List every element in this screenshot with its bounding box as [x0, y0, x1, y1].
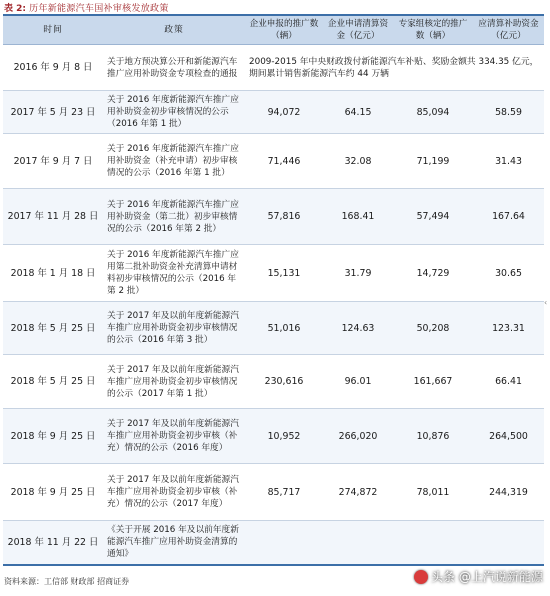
table-row [3, 91, 544, 134]
cell-empty [393, 521, 473, 565]
cell-expert-verified: 85,094 [393, 91, 473, 134]
cell-date: 2016 年 9 月 8 日 [3, 45, 103, 91]
cell-policy: 关于 2016 年度新能源汽车推广应用补助资金（补充申请）初步审核情况的公示（2016 年第 1 批） [103, 134, 245, 189]
watermark-logo-icon [414, 570, 428, 584]
table-row [3, 245, 544, 302]
header-enterprise-applied: 企业申报的推广数（辆） [245, 15, 323, 45]
table-row [3, 189, 544, 245]
cell-policy: 关于 2017 年及以前年度新能源汽车推广应用补助资金初步审核（补充）情况的公示（2016 年度） [103, 409, 245, 464]
cell-should-settle: 31.43 [473, 134, 544, 189]
cell-should-settle: 30.65 [473, 245, 544, 302]
cell-policy: 关于地方预决算公开和新能源汽车推广应用补助资金专项检查的通报 [103, 45, 245, 91]
cell-empty [323, 521, 393, 565]
cell-policy: 关于 2017 年及以前年度新能源汽车推广应用补助资金初步审核情况的公示（2016 年第 3 批） [103, 302, 245, 355]
cell-enterprise-fund: 124.63 [323, 302, 393, 355]
cell-enterprise-fund: 64.15 [323, 91, 393, 134]
cell-should-settle: 66.41 [473, 355, 544, 409]
cell-enterprise-applied: 230,616 [245, 355, 323, 409]
table-row [3, 521, 544, 565]
scroll-marker-icon: ‹ [544, 298, 548, 307]
cell-should-settle: 167.64 [473, 189, 544, 245]
cell-enterprise-applied: 94,072 [245, 91, 323, 134]
cell-should-settle: 123.31 [473, 302, 544, 355]
cell-policy: 关于 2016 年度新能源汽车推广应用补助资金（第二批）初步审核情况的公示（2016 年第 2 批） [103, 189, 245, 245]
cell-enterprise-applied: 51,016 [245, 302, 323, 355]
source-note: 资料来源：工信部 财政部 招商证券 [4, 577, 130, 586]
cell-enterprise-applied: 57,816 [245, 189, 323, 245]
cell-date: 2017 年 11 月 28 日 [3, 189, 103, 245]
subsidy-policy-table [3, 14, 544, 566]
cell-should-settle: 264,500 [473, 409, 544, 464]
cell-expert-verified: 50,208 [393, 302, 473, 355]
cell-date: 2018 年 5 月 25 日 [3, 302, 103, 355]
watermark [414, 566, 543, 588]
cell-enterprise-fund: 168.41 [323, 189, 393, 245]
cell-date: 2017 年 9 月 7 日 [3, 134, 103, 189]
cell-enterprise-fund: 32.08 [323, 134, 393, 189]
cell-enterprise-fund: 31.79 [323, 245, 393, 302]
table-row [3, 355, 544, 409]
table-row [3, 134, 544, 189]
cell-policy: 关于 2017 年及以前年度新能源汽车推广应用补助资金初步审核（补充）情况的公示（2017 年度） [103, 464, 245, 521]
cell-date: 2018 年 5 月 25 日 [3, 355, 103, 409]
cell-date: 2017 年 5 月 23 日 [3, 91, 103, 134]
cell-enterprise-fund: 96.01 [323, 355, 393, 409]
header-expert-verified: 专家组核定的推广数（辆） [393, 15, 473, 45]
header-date: 时间 [3, 15, 103, 45]
cell-empty [245, 521, 323, 565]
header-enterprise-fund: 企业申请清算资金（亿元） [323, 15, 393, 45]
cell-enterprise-applied: 71,446 [245, 134, 323, 189]
cell-enterprise-applied: 10,952 [245, 409, 323, 464]
table-header-row [3, 15, 544, 45]
header-policy: 政策 [103, 15, 245, 45]
cell-policy: 关于 2016 年度新能源汽车推广应用第二批补助资金补充清算申请材料初步审核情况的公示（2016 年第 2 批） [103, 245, 245, 302]
cell-expert-verified: 71,199 [393, 134, 473, 189]
cell-policy: 关于 2017 年及以前年度新能源汽车推广应用补助资金初步审核情况的公示（2017 年第 1 批） [103, 355, 245, 409]
header-should-settle: 应清算补助资金（亿元） [473, 15, 544, 45]
cell-enterprise-fund: 266,020 [323, 409, 393, 464]
table-label: 表 2: [4, 4, 26, 14]
cell-enterprise-fund: 274,872 [323, 464, 393, 521]
cell-date: 2018 年 9 月 25 日 [3, 464, 103, 521]
cell-policy: 《关于开展 2016 年及以前年度新能源汽车推广应用补助资金清算的通知》 [103, 521, 245, 565]
cell-expert-verified: 161,667 [393, 355, 473, 409]
cell-enterprise-applied: 15,131 [245, 245, 323, 302]
cell-expert-verified: 57,494 [393, 189, 473, 245]
cell-expert-verified: 10,876 [393, 409, 473, 464]
cell-date: 2018 年 1 月 18 日 [3, 245, 103, 302]
table-title: 历年新能源汽车国补审核发放政策 [29, 4, 169, 14]
cell-date: 2018 年 9 月 25 日 [3, 409, 103, 464]
cell-should-settle: 58.59 [473, 91, 544, 134]
cell-should-settle: 244,319 [473, 464, 544, 521]
watermark-text: 头条 @上汽说新能源 [431, 570, 543, 584]
table-row [3, 464, 544, 521]
cell-expert-verified: 78,011 [393, 464, 473, 521]
cell-enterprise-applied: 85,717 [245, 464, 323, 521]
cell-empty [473, 521, 544, 565]
table-row [3, 302, 544, 355]
cell-merged-note: 2009-2015 年中央财政拨付新能源汽车补贴、奖励金额共 334.35 亿元，期间累计销售新能源汽车约 44 万辆 [245, 45, 544, 91]
cell-expert-verified: 14,729 [393, 245, 473, 302]
table-row [3, 409, 544, 464]
table-row [3, 45, 544, 91]
cell-policy: 关于 2016 年度新能源汽车推广应用补助资金初步审核情况的公示（2016 年第 1 批） [103, 91, 245, 134]
cell-date: 2018 年 11 月 22 日 [3, 521, 103, 565]
